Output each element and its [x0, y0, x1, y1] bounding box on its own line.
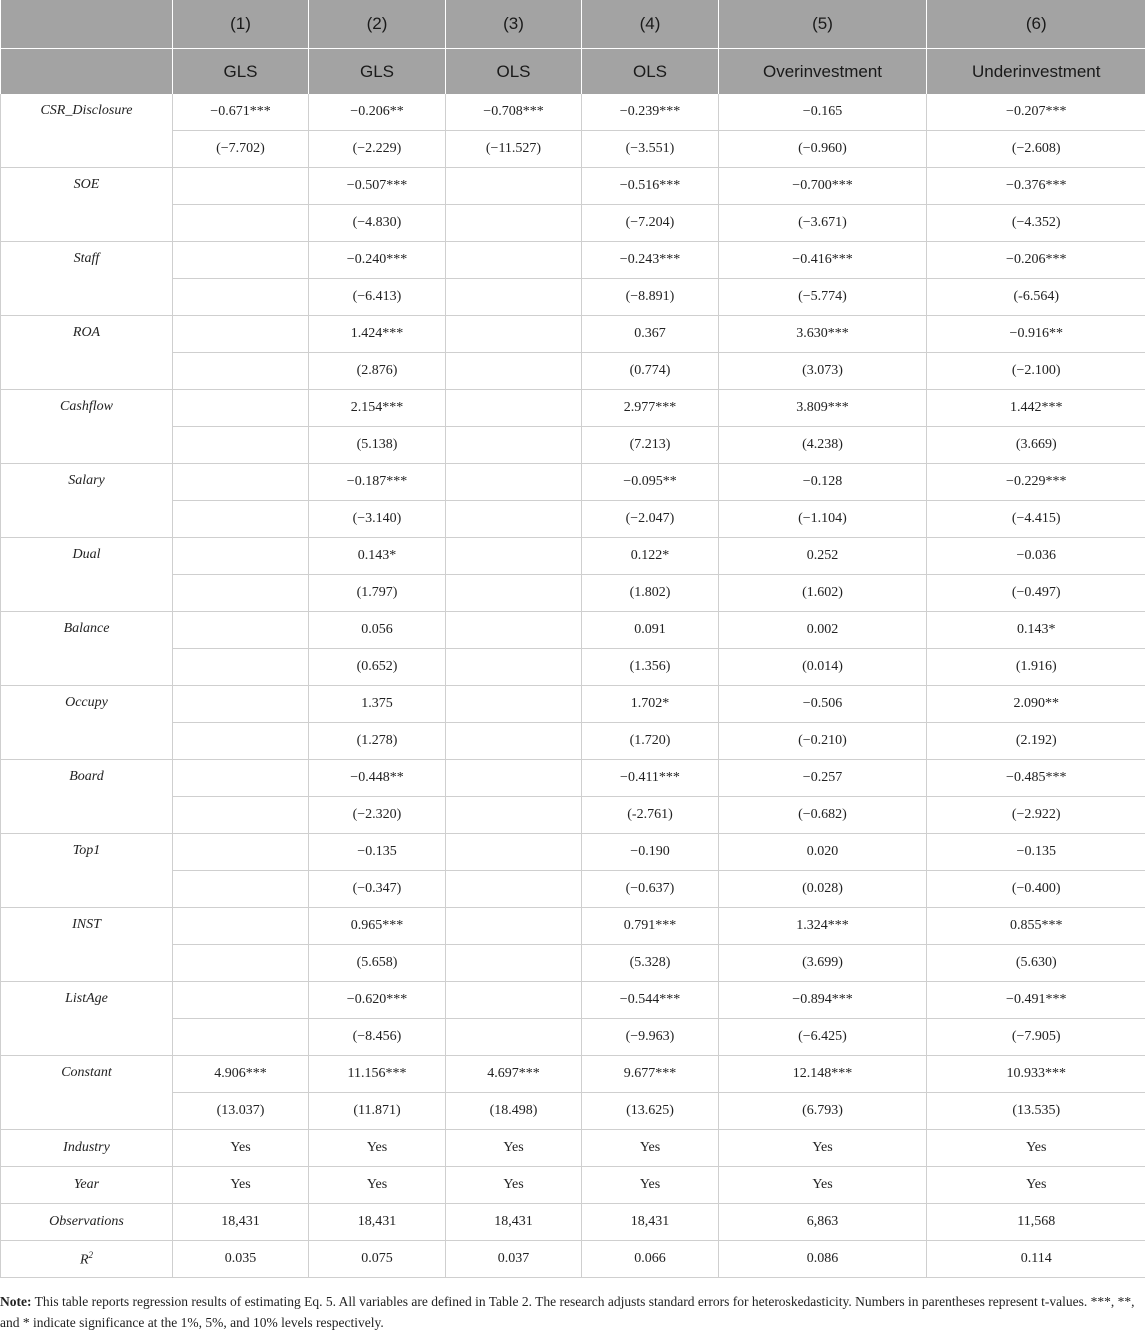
- coefficient-cell: 0.791***: [582, 908, 719, 945]
- t-value-cell: (−4.415): [927, 501, 1145, 538]
- t-value-cell: [446, 649, 582, 686]
- coefficient-cell: −0.376***: [927, 168, 1145, 205]
- t-value-cell: (−2.100): [927, 353, 1145, 390]
- variable-name: Salary: [1, 464, 173, 538]
- coefficient-cell: −0.485***: [927, 760, 1145, 797]
- t-value-cell: (2.192): [927, 723, 1145, 760]
- coefficient-cell: −0.095**: [582, 464, 719, 501]
- t-value-cell: [446, 353, 582, 390]
- coefficient-cell: −0.516***: [582, 168, 719, 205]
- t-value-cell: (−2.229): [309, 131, 446, 168]
- t-value-cell: (7.213): [582, 427, 719, 464]
- t-value-cell: [173, 1019, 309, 1056]
- header-model-cell: Overinvestment: [719, 49, 927, 95]
- table-row: [1, 908, 1145, 945]
- coefficient-cell: [173, 686, 309, 723]
- table-row: [1, 353, 1145, 390]
- value-cell: 6,863: [719, 1204, 927, 1241]
- variable-name: [1, 1130, 173, 1167]
- table-row: [1, 538, 1145, 575]
- t-value-cell: (0.014): [719, 649, 927, 686]
- t-value-cell: (4.238): [719, 427, 927, 464]
- coefficient-cell: 0.143*: [309, 538, 446, 575]
- t-value-cell: (−0.210): [719, 723, 927, 760]
- superscript: 2: [88, 1249, 94, 1260]
- value-cell: Yes: [173, 1167, 309, 1204]
- table-row: [1, 982, 1145, 1019]
- coefficient-cell: 10.933***: [927, 1056, 1145, 1093]
- coefficient-cell: [446, 686, 582, 723]
- header-number-cell: [1, 0, 173, 49]
- value-cell: 0.035: [173, 1241, 309, 1278]
- value-cell: 0.066: [582, 1241, 719, 1278]
- coefficient-cell: 0.143*: [927, 612, 1145, 649]
- coefficient-cell: −0.128: [719, 464, 927, 501]
- coefficient-cell: −0.448**: [309, 760, 446, 797]
- coefficient-cell: 0.002: [719, 612, 927, 649]
- coefficient-cell: [173, 242, 309, 279]
- coefficient-cell: [173, 390, 309, 427]
- table-row: [1, 427, 1145, 464]
- variable-label: Industry: [63, 1140, 110, 1155]
- t-value-cell: (1.797): [309, 575, 446, 612]
- header-number-cell: (1): [173, 0, 309, 49]
- coefficient-cell: −0.916**: [927, 316, 1145, 353]
- table-row: [1, 1093, 1145, 1130]
- header-model-cell: [1, 49, 173, 95]
- t-value-cell: (1.916): [927, 649, 1145, 686]
- table-row: [1, 242, 1145, 279]
- table-row: [1, 1019, 1145, 1056]
- t-value-cell: (1.802): [582, 575, 719, 612]
- t-value-cell: (−8.891): [582, 279, 719, 316]
- table-row: [1, 1204, 1145, 1241]
- t-value-cell: [173, 279, 309, 316]
- coefficient-cell: −0.135: [927, 834, 1145, 871]
- t-value-cell: [446, 501, 582, 538]
- coefficient-cell: 4.906***: [173, 1056, 309, 1093]
- coefficient-cell: 3.630***: [719, 316, 927, 353]
- t-value-cell: (3.669): [927, 427, 1145, 464]
- t-value-cell: (5.328): [582, 945, 719, 982]
- header-model-cell: OLS: [446, 49, 582, 95]
- t-value-cell: (−4.830): [309, 205, 446, 242]
- t-value-cell: [446, 723, 582, 760]
- t-value-cell: (−0.682): [719, 797, 927, 834]
- value-cell: 11,568: [927, 1204, 1145, 1241]
- t-value-cell: [446, 205, 582, 242]
- coefficient-cell: 2.090**: [927, 686, 1145, 723]
- coefficient-cell: 4.697***: [446, 1056, 582, 1093]
- table-row: [1, 168, 1145, 205]
- coefficient-cell: −0.135: [309, 834, 446, 871]
- table-row: [1, 834, 1145, 871]
- variable-name: CSR_Disclosure: [1, 94, 173, 168]
- t-value-cell: (−6.425): [719, 1019, 927, 1056]
- table-row: [1, 612, 1145, 649]
- coefficient-cell: 1.424***: [309, 316, 446, 353]
- t-value-cell: (−0.637): [582, 871, 719, 908]
- value-cell: 18,431: [173, 1204, 309, 1241]
- coefficient-cell: −0.165: [719, 94, 927, 131]
- t-value-cell: (0.652): [309, 649, 446, 686]
- t-value-cell: (18.498): [446, 1093, 582, 1130]
- value-cell: 0.075: [309, 1241, 446, 1278]
- t-value-cell: (−2.608): [927, 131, 1145, 168]
- value-cell: Yes: [582, 1167, 719, 1204]
- coefficient-cell: [173, 538, 309, 575]
- t-value-cell: (−0.960): [719, 131, 927, 168]
- t-value-cell: (1.720): [582, 723, 719, 760]
- coefficient-cell: 1.702*: [582, 686, 719, 723]
- t-value-cell: (13.625): [582, 1093, 719, 1130]
- variable-label: Year: [73, 1177, 100, 1192]
- variable-name: ROA: [1, 316, 173, 390]
- table-row: [1, 945, 1145, 982]
- t-value-cell: [173, 501, 309, 538]
- t-value-cell: (1.356): [582, 649, 719, 686]
- t-value-cell: (−6.413): [309, 279, 446, 316]
- t-value-cell: [173, 353, 309, 390]
- coefficient-cell: [173, 464, 309, 501]
- coefficient-cell: 0.252: [719, 538, 927, 575]
- value-cell: Yes: [719, 1167, 927, 1204]
- table-row: [1, 501, 1145, 538]
- table-row: [1, 279, 1145, 316]
- t-value-cell: (−0.497): [927, 575, 1145, 612]
- coefficient-cell: [446, 168, 582, 205]
- coefficient-cell: [446, 242, 582, 279]
- t-value-cell: (−2.922): [927, 797, 1145, 834]
- coefficient-cell: 9.677***: [582, 1056, 719, 1093]
- table-body: [1, 94, 1145, 1278]
- t-value-cell: (6.793): [719, 1093, 927, 1130]
- coefficient-cell: [446, 982, 582, 1019]
- header-number-cell: (5): [719, 0, 927, 49]
- value-cell: 18,431: [309, 1204, 446, 1241]
- table-row: [1, 723, 1145, 760]
- value-cell: Yes: [927, 1167, 1145, 1204]
- coefficient-cell: −0.207***: [927, 94, 1145, 131]
- t-value-cell: [173, 797, 309, 834]
- header-model-row: [1, 49, 1145, 95]
- t-value-cell: [173, 723, 309, 760]
- coefficient-cell: 2.154***: [309, 390, 446, 427]
- coefficient-cell: 0.122*: [582, 538, 719, 575]
- t-value-cell: (2.876): [309, 353, 446, 390]
- table-row: [1, 1130, 1145, 1167]
- coefficient-cell: [446, 316, 582, 353]
- t-value-cell: (−7.204): [582, 205, 719, 242]
- value-cell: Yes: [309, 1130, 446, 1167]
- t-value-cell: (−3.140): [309, 501, 446, 538]
- variable-name: Balance: [1, 612, 173, 686]
- coefficient-cell: [173, 612, 309, 649]
- coefficient-cell: [446, 538, 582, 575]
- coefficient-cell: −0.416***: [719, 242, 927, 279]
- table-row: [1, 575, 1145, 612]
- variable-name: Cashflow: [1, 390, 173, 464]
- t-value-cell: [173, 575, 309, 612]
- t-value-cell: (−7.905): [927, 1019, 1145, 1056]
- coefficient-cell: [173, 316, 309, 353]
- variable-name: [1, 1241, 173, 1278]
- variable-label: R: [79, 1252, 89, 1268]
- t-value-cell: (−0.400): [927, 871, 1145, 908]
- variable-name: Board: [1, 760, 173, 834]
- coefficient-cell: −0.240***: [309, 242, 446, 279]
- coefficient-cell: [173, 168, 309, 205]
- variable-label: Observations: [49, 1214, 124, 1229]
- t-value-cell: [173, 945, 309, 982]
- value-cell: Yes: [309, 1167, 446, 1204]
- t-value-cell: (3.699): [719, 945, 927, 982]
- coefficient-cell: −0.620***: [309, 982, 446, 1019]
- table-row: [1, 1056, 1145, 1093]
- t-value-cell: (−0.347): [309, 871, 446, 908]
- variable-name: SOE: [1, 168, 173, 242]
- header-number-row: [1, 0, 1145, 49]
- coefficient-cell: 0.020: [719, 834, 927, 871]
- coefficient-cell: −0.229***: [927, 464, 1145, 501]
- value-cell: Yes: [173, 1130, 309, 1167]
- t-value-cell: (11.871): [309, 1093, 446, 1130]
- header-model-cell: GLS: [173, 49, 309, 95]
- table-row: [1, 760, 1145, 797]
- t-value-cell: [446, 871, 582, 908]
- table-row: [1, 1167, 1145, 1204]
- value-cell: 0.086: [719, 1241, 927, 1278]
- header-model-cell: Underinvestment: [927, 49, 1145, 95]
- coefficient-cell: 12.148***: [719, 1056, 927, 1093]
- coefficient-cell: 0.091: [582, 612, 719, 649]
- t-value-cell: (−7.702): [173, 131, 309, 168]
- coefficient-cell: 1.375: [309, 686, 446, 723]
- t-value-cell: (−3.671): [719, 205, 927, 242]
- variable-name: [1, 1167, 173, 1204]
- coefficient-cell: −0.239***: [582, 94, 719, 131]
- value-cell: Yes: [582, 1130, 719, 1167]
- t-value-cell: (−2.320): [309, 797, 446, 834]
- value-cell: Yes: [719, 1130, 927, 1167]
- variable-name: Staff: [1, 242, 173, 316]
- coefficient-cell: 1.324***: [719, 908, 927, 945]
- value-cell: Yes: [446, 1167, 582, 1204]
- header-number-cell: (6): [927, 0, 1145, 49]
- table-row: [1, 797, 1145, 834]
- header-number-cell: (2): [309, 0, 446, 49]
- t-value-cell: (5.630): [927, 945, 1145, 982]
- coefficient-cell: −0.411***: [582, 760, 719, 797]
- coefficient-cell: [446, 390, 582, 427]
- t-value-cell: [446, 945, 582, 982]
- coefficient-cell: −0.491***: [927, 982, 1145, 1019]
- coefficient-cell: [173, 834, 309, 871]
- coefficient-cell: 1.442***: [927, 390, 1145, 427]
- t-value-cell: [446, 427, 582, 464]
- t-value-cell: [446, 279, 582, 316]
- table-row: [1, 316, 1145, 353]
- t-value-cell: (5.658): [309, 945, 446, 982]
- t-value-cell: (5.138): [309, 427, 446, 464]
- t-value-cell: (1.278): [309, 723, 446, 760]
- t-value-cell: [173, 427, 309, 464]
- t-value-cell: (3.073): [719, 353, 927, 390]
- value-cell: Yes: [446, 1130, 582, 1167]
- coefficient-cell: −0.187***: [309, 464, 446, 501]
- t-value-cell: (-2.761): [582, 797, 719, 834]
- coefficient-cell: 0.367: [582, 316, 719, 353]
- coefficient-cell: [446, 612, 582, 649]
- header-model-cell: OLS: [582, 49, 719, 95]
- coefficient-cell: −0.206**: [309, 94, 446, 131]
- value-cell: 0.037: [446, 1241, 582, 1278]
- table-row: [1, 871, 1145, 908]
- table-row: [1, 131, 1145, 168]
- coefficient-cell: −0.206***: [927, 242, 1145, 279]
- coefficient-cell: 3.809***: [719, 390, 927, 427]
- coefficient-cell: −0.506: [719, 686, 927, 723]
- value-cell: Yes: [927, 1130, 1145, 1167]
- variable-name: Top1: [1, 834, 173, 908]
- variable-name: INST: [1, 908, 173, 982]
- coefficient-cell: 11.156***: [309, 1056, 446, 1093]
- coefficient-cell: [173, 982, 309, 1019]
- table-row: [1, 94, 1145, 131]
- t-value-cell: (−5.774): [719, 279, 927, 316]
- variable-name: ListAge: [1, 982, 173, 1056]
- variable-name: [1, 1204, 173, 1241]
- coefficient-cell: −0.671***: [173, 94, 309, 131]
- coefficient-cell: −0.544***: [582, 982, 719, 1019]
- t-value-cell: (−1.104): [719, 501, 927, 538]
- t-value-cell: (1.602): [719, 575, 927, 612]
- t-value-cell: (−11.527): [446, 131, 582, 168]
- coefficient-cell: −0.894***: [719, 982, 927, 1019]
- t-value-cell: (−3.551): [582, 131, 719, 168]
- note-text: This table reports regression results of estimating Eq. 5. All variables are defined in Table 2. The research adjusts standard errors for heteroskedasticity. Numbers in parentheses represent t-values. ***, **, and * indicate significance at the 1%, 5%, and 10% levels respectively.: [0, 1294, 1135, 1330]
- coefficient-cell: −0.243***: [582, 242, 719, 279]
- coefficient-cell: 0.965***: [309, 908, 446, 945]
- t-value-cell: [173, 871, 309, 908]
- variable-name: Constant: [1, 1056, 173, 1130]
- coefficient-cell: −0.708***: [446, 94, 582, 131]
- coefficient-cell: [173, 760, 309, 797]
- coefficient-cell: [446, 834, 582, 871]
- table-note: [0, 1291, 1140, 1333]
- t-value-cell: (0.028): [719, 871, 927, 908]
- table-row: [1, 390, 1145, 427]
- t-value-cell: (-6.564): [927, 279, 1145, 316]
- t-value-cell: (0.774): [582, 353, 719, 390]
- coefficient-cell: −0.257: [719, 760, 927, 797]
- t-value-cell: (−4.352): [927, 205, 1145, 242]
- value-cell: 18,431: [446, 1204, 582, 1241]
- table-row: [1, 649, 1145, 686]
- table-row: [1, 205, 1145, 242]
- t-value-cell: [173, 649, 309, 686]
- value-cell: 0.114: [927, 1241, 1145, 1278]
- value-cell: 18,431: [582, 1204, 719, 1241]
- coefficient-cell: 0.056: [309, 612, 446, 649]
- header-model-cell: GLS: [309, 49, 446, 95]
- coefficient-cell: [446, 760, 582, 797]
- coefficient-cell: 0.855***: [927, 908, 1145, 945]
- t-value-cell: (13.037): [173, 1093, 309, 1130]
- t-value-cell: [446, 1019, 582, 1056]
- note-label: Note:: [0, 1294, 32, 1309]
- t-value-cell: (−9.963): [582, 1019, 719, 1056]
- coefficient-cell: [173, 908, 309, 945]
- t-value-cell: (−8.456): [309, 1019, 446, 1056]
- table-row: [1, 1241, 1145, 1278]
- t-value-cell: [446, 575, 582, 612]
- variable-name: Occupy: [1, 686, 173, 760]
- table-row: [1, 464, 1145, 501]
- t-value-cell: (−2.047): [582, 501, 719, 538]
- t-value-cell: (13.535): [927, 1093, 1145, 1130]
- header-number-cell: (3): [446, 0, 582, 49]
- coefficient-cell: −0.036: [927, 538, 1145, 575]
- variable-name: Dual: [1, 538, 173, 612]
- table-row: [1, 686, 1145, 723]
- coefficient-cell: −0.190: [582, 834, 719, 871]
- coefficient-cell: [446, 464, 582, 501]
- coefficient-cell: −0.507***: [309, 168, 446, 205]
- coefficient-cell: [446, 908, 582, 945]
- t-value-cell: [446, 797, 582, 834]
- t-value-cell: [173, 205, 309, 242]
- coefficient-cell: 2.977***: [582, 390, 719, 427]
- table-header: [1, 0, 1145, 94]
- header-number-cell: (4): [582, 0, 719, 49]
- coefficient-cell: −0.700***: [719, 168, 927, 205]
